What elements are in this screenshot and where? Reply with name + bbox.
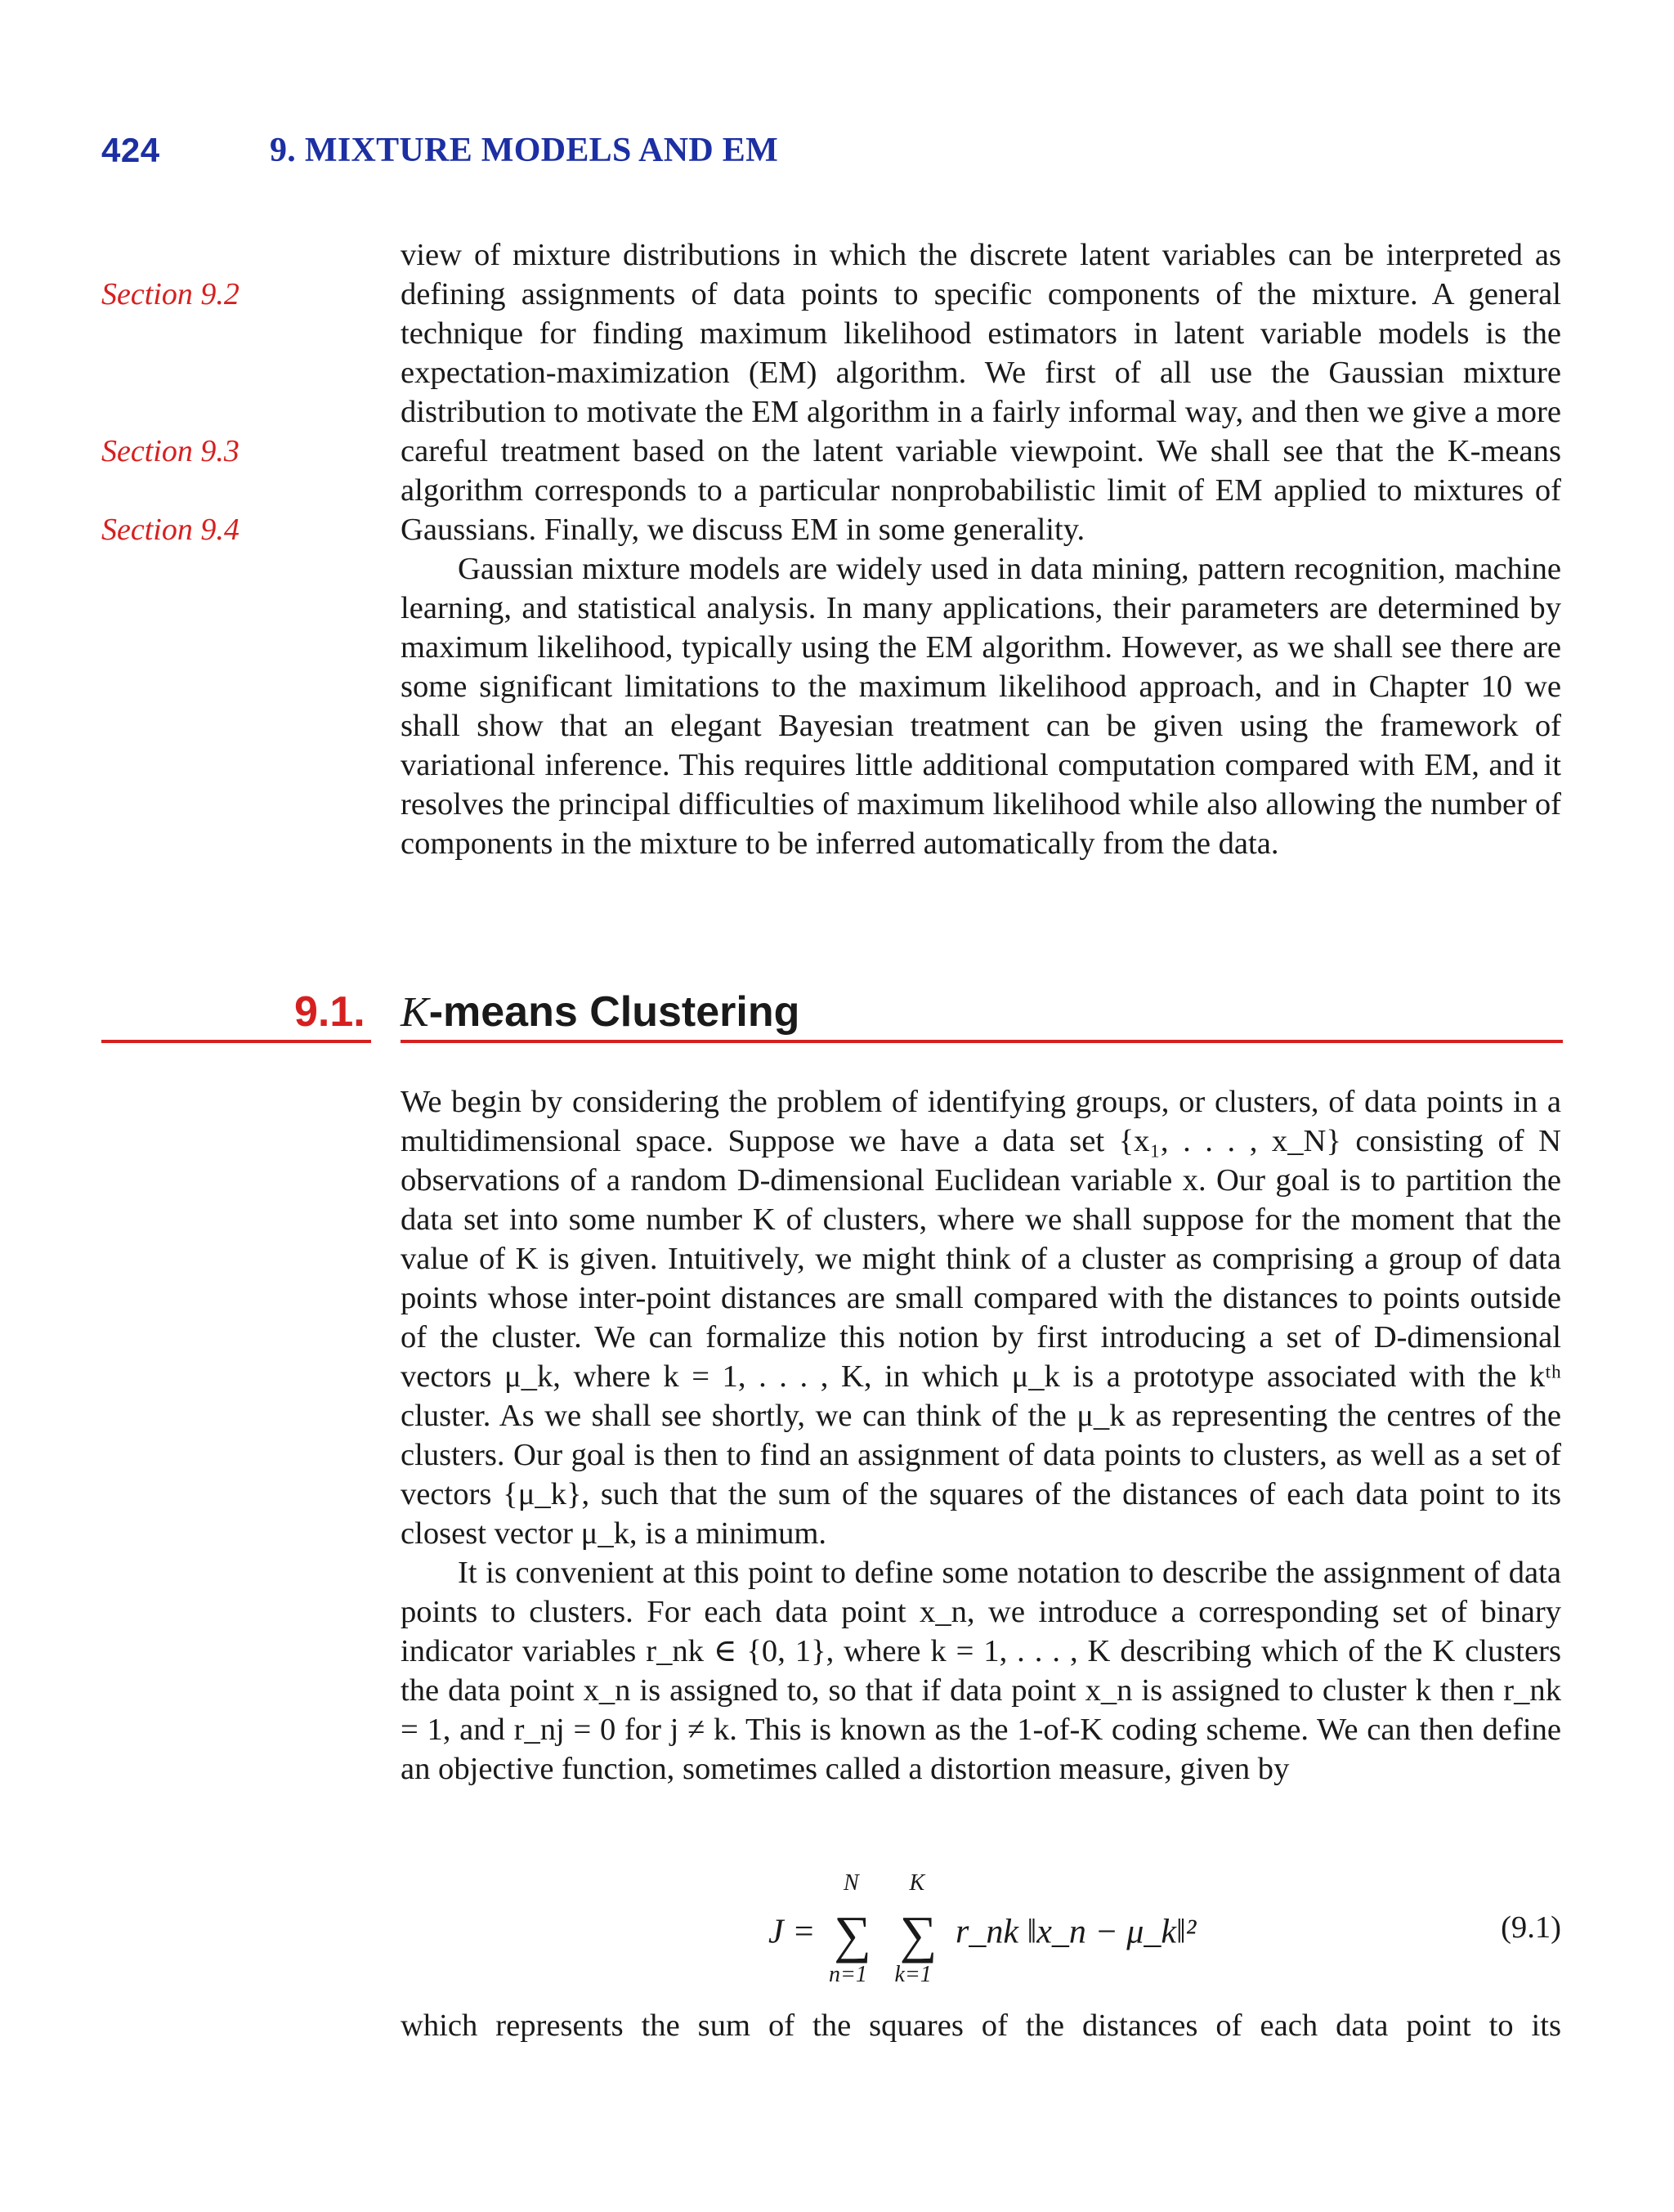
body-paragraph-1: We begin by considering the problem of identifying groups, or clusters, of data points in a multidimensional space. Suppose we have a data set {x₁, . . . , x_N} consisting of N observations of a random D-dimensional Euclidean variable x. Our goal is to partition the data set into some number K of clusters, where we shall suppose for the moment that the value of K is given. Intuitively, we might think of a cluster as comprising a group of data points whose inter-point distances are small compared with the distances to points outside of the cluster. We can formalize this notion by first introducing a set of D-dimensional vectors μ_k, where k = 1, . . . , K, in which μ_k is a prototype associated with the kᵗʰ cluster. As we shall see shortly, we can think of the μ_k as representing the centres of the clusters. Our goal is then to find an assignment of data points to clusters, as well as a set of vectors {μ_k}, such that the sum of the squares of the distances of each data point to its closest vector μ_k, is a minimum. [401, 1085, 1561, 1551]
section-rule-right [401, 1040, 1563, 1043]
equation-summand: r_nk ‖x_n − μ_k‖² [955, 1913, 1197, 1951]
sum-k-upper: K [909, 1870, 925, 1896]
margin-note-section-9-3[interactable]: Section 9.3 [101, 434, 239, 468]
section-rule-left [101, 1040, 371, 1043]
sum-n-lower: n=1 [828, 1962, 867, 1987]
section-title [401, 987, 799, 1037]
intro-paragraph-2: Gaussian mixture models are widely used in data mining, pattern recognition, machine learning, and statistical analysis. In many applications, their parameters are determined by maximum likelihood, typically using the EM algorithm. However, as we shall see there are some significant limitations to the maximum likelihood approach, and in Chapter 10 we shall show that an elegant Bayesian treatment can be given using the framework of variational inference. This requires little additional computation compared with EM, and it resolves the principal difficulties of maximum likelihood while also allowing the number of components in the mixture to be inferred automatically from the data. [401, 552, 1561, 861]
equation-expression [768, 1870, 1197, 1987]
equation-number: (9.1) [1501, 1910, 1561, 1945]
closing-line: which represents the sum of the squares of the distances of each data point to its [401, 2008, 1561, 2043]
section-number: 9.1. [294, 988, 365, 1036]
section-title-text: -means Clustering [428, 988, 800, 1036]
sum-n-upper: N [843, 1870, 859, 1896]
section-title-k: K [401, 989, 429, 1036]
equation-lhs: J = [768, 1913, 816, 1951]
equation-9-1 [401, 1872, 1561, 1995]
intro-paragraph-1: view of mixture distributions in which the discrete latent variables can be interpreted as defining assignments of data points to specific components of the mixture. A general technique for finding maximum likelihood estimators in latent variable models is the expectation-maximization (EM) algorithm. We first of all use the Gaussian mixture distribution to motivate the EM algorithm in a fairly informal way, and then we give a more careful treatment based on the latent variable viewpoint. We shall see that the K-means algorithm corresponds to a particular nonprobabilistic limit of EM applied to mixtures of Gaussians. Finally, we discuss EM in some generality. [401, 238, 1561, 547]
body-paragraph-2: It is convenient at this point to define some notation to describe the assignment of data points to clusters. For each data point x_n, we introduce a corresponding set of binary indicator variables r_nk ∈ {0, 1}, where k = 1, . . . , K describing which of the K clusters the data point x_n is assigned to, so that if data point x_n is assigned to cluster k then r_nk = 1, and r_nj = 0 for j ≠ k. This is known as the 1-of-K coding scheme. We can then define an objective function, sometimes called a distortion measure, given by [401, 1556, 1561, 1786]
section-body [401, 1082, 1561, 1789]
page-number: 424 [101, 131, 160, 169]
margin-note-section-9-4[interactable]: Section 9.4 [101, 513, 239, 547]
running-head: 9. MIXTURE MODELS AND EM [270, 132, 779, 169]
intro-text [401, 235, 1561, 863]
sum-k-lower: k=1 [894, 1962, 932, 1987]
margin-note-section-9-2[interactable]: Section 9.2 [101, 277, 239, 311]
sum-k: K ∑ k=1 [894, 1870, 938, 1987]
sum-n: N ∑ n=1 [828, 1870, 871, 1987]
